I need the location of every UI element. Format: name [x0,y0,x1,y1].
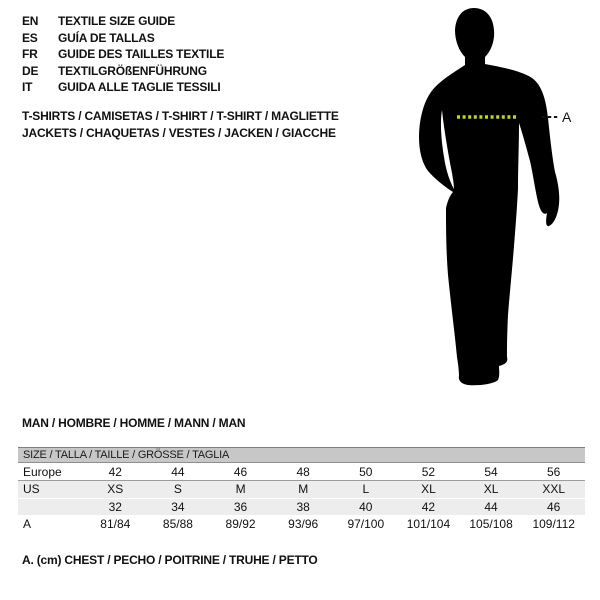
table-cell: 89/92 [225,517,256,531]
table-cell: 44 [484,500,498,514]
table-cell: 101/104 [406,517,451,531]
table-cell: XL [421,482,436,496]
table-cell: 32 [108,500,122,514]
language-code: ES [22,30,38,45]
language-row [22,13,224,30]
section-title-man: MAN / HOMBRE / HOMME / MANN / MAN [22,416,246,430]
table-cell: 97/100 [347,517,385,531]
table-cell: 93/96 [288,517,319,531]
measurement-footnote: A. (cm) CHEST / PECHO / POITRINE / TRUHE / PETTO [22,553,318,567]
table-cell: 105/108 [469,517,513,531]
table-row-label: Europe [23,465,62,479]
table-cell: XS [107,482,124,496]
table-cell: 52 [421,465,436,479]
language-row [22,63,224,80]
man-silhouette [419,8,559,385]
table-cell: M [235,482,246,496]
table-row [18,463,585,481]
language-row [22,30,224,47]
table-cell: M [298,482,309,496]
table-row [18,481,585,498]
table-cell: 42 [108,465,122,479]
table-cell: 56 [547,465,561,479]
language-code: DE [22,63,39,78]
size-table-body [18,463,585,533]
table-cell: 36 [233,500,248,514]
table-cell: 48 [296,465,310,479]
category-line-jackets: JACKETS / CHAQUETAS / VESTES / JACKEN / GIACCHE [22,126,336,140]
language-label: GUÍA DE TALLAS [58,30,155,45]
size-table-header: SIZE / TALLA / TAILLE / GRÖSSE / TAGLIA [18,448,585,463]
man-silhouette-svg [415,5,575,390]
table-cell: 54 [484,465,498,479]
language-code: EN [22,14,39,29]
category-list [22,108,339,142]
category-line-tshirts: T-SHIRTS / CAMISETAS / T-SHIRT / T-SHIRT / MAGLIETTE [22,109,339,123]
table-cell: 81/84 [100,517,131,531]
table-row-label [18,499,84,515]
table-row [18,498,585,515]
man-silhouette-figure [415,5,575,390]
language-label: TEXTILE SIZE GUIDE [58,14,176,29]
chest-measure-label: A [562,109,572,125]
language-label: TEXTILGRÖßENFÜHRUNG [58,63,207,78]
language-code: FR [22,47,38,62]
table-cell: XL [483,482,499,496]
table-cell: 40 [359,500,373,514]
table-cell: 46 [547,500,561,514]
table-cell: 42 [421,500,436,514]
table-row-label: A [23,517,32,531]
table-cell: L [362,482,370,496]
table-cell: XXL [542,482,566,496]
table-row-label: US [23,482,40,496]
table-row [18,515,585,533]
table-cell: S [173,482,182,496]
language-label: GUIDE DES TAILLES TEXTILE [58,47,225,62]
table-cell: 109/112 [532,517,575,531]
table-cell: 34 [171,500,185,514]
language-code: IT [22,80,33,95]
language-row [22,79,224,96]
table-cell: 44 [171,465,185,479]
table-cell: 46 [233,465,248,479]
language-row [22,46,224,63]
table-cell: 85/88 [162,517,193,531]
size-table [18,447,585,533]
language-list [22,13,224,96]
language-label: GUIDA ALLE TAGLIE TESSILI [58,80,221,95]
table-cell: 50 [359,465,373,479]
table-cell: 38 [296,500,310,514]
